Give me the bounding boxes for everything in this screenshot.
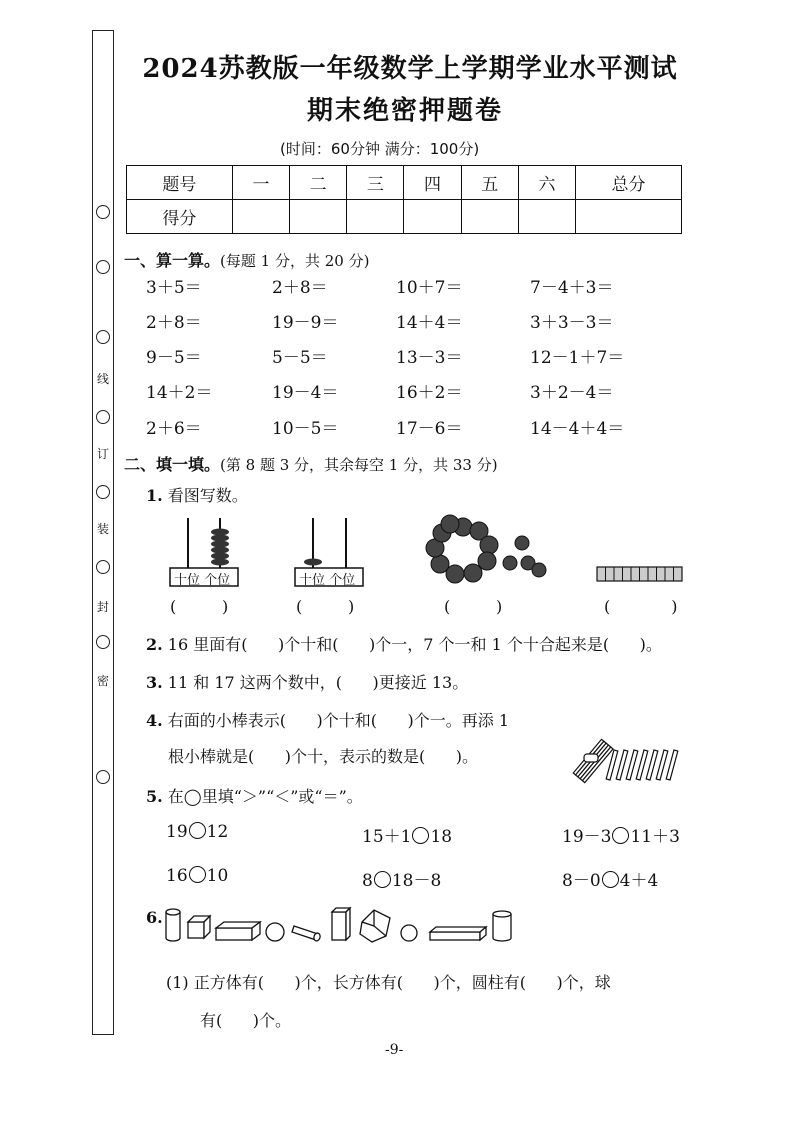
binding-hole bbox=[96, 560, 110, 574]
binding-hole bbox=[96, 260, 110, 274]
exam-info: (时间：60分钟 满分：100分) bbox=[280, 140, 480, 158]
binding-hole bbox=[96, 635, 110, 649]
section2-heading bbox=[124, 452, 498, 475]
compare-right: 11＋3 bbox=[630, 827, 680, 847]
answer-blank[interactable]: ( ) bbox=[170, 597, 229, 616]
score-cell[interactable] bbox=[461, 200, 518, 234]
sphere-shape bbox=[266, 923, 284, 941]
question-4-line2: 根小棒就是( )个十，表示的数是( )。 bbox=[168, 747, 479, 766]
question-text: 右面的小棒表示( )个十和( )个一。再添 1 bbox=[167, 711, 510, 730]
compare-left: 19－3 bbox=[562, 827, 612, 847]
answer-blank[interactable]: ( ) bbox=[604, 597, 678, 616]
question-6-sub1: (1) 正方体有( )个，长方体有( )个，圆柱有( )个，球 bbox=[166, 973, 611, 992]
question-5 bbox=[146, 784, 363, 807]
question-number: 6. bbox=[146, 908, 163, 927]
compare-item bbox=[362, 822, 452, 847]
loose-balls bbox=[503, 536, 546, 577]
calc-item: 14＋2＝ bbox=[146, 383, 213, 403]
question-1 bbox=[146, 483, 248, 506]
score-header-cell: 题号 bbox=[127, 166, 233, 200]
question-3 bbox=[146, 670, 468, 693]
question-number: 2. bbox=[146, 635, 163, 654]
binding-hole bbox=[96, 770, 110, 784]
section1-title: 一、算一算。 bbox=[124, 251, 221, 270]
compare-item bbox=[166, 822, 228, 842]
cylinder-shape bbox=[493, 911, 511, 941]
question-text: 16 里面有( )个十和( )个一，7 个一和 1 个十合起来是( )。 bbox=[167, 635, 662, 654]
binding-label: 密 bbox=[96, 674, 109, 688]
compare-right: 10 bbox=[206, 866, 229, 886]
calc-item: 5－5＝ bbox=[272, 348, 328, 368]
cuboid-shape bbox=[216, 922, 260, 940]
calc-item: 12－1＋7＝ bbox=[530, 348, 625, 368]
compare-circle[interactable] bbox=[612, 827, 629, 844]
question-6-sub1-line2: 有( )个。 bbox=[200, 1011, 292, 1030]
calc-item: 3＋2－4＝ bbox=[530, 383, 614, 403]
question-number: 1. bbox=[146, 486, 163, 505]
compare-left: 8－0 bbox=[562, 871, 601, 891]
compare-right: 18 bbox=[430, 827, 453, 847]
calc-item: 19－9＝ bbox=[272, 313, 339, 333]
abacus-label: 十位 个位 bbox=[299, 573, 356, 588]
answer-blank[interactable]: ( ) bbox=[296, 597, 355, 616]
calc-item: 14－4＋4＝ bbox=[530, 419, 625, 439]
calc-item: 2＋8＝ bbox=[146, 313, 202, 333]
score-header-cell: 总分 bbox=[576, 166, 682, 200]
compare-right: 12 bbox=[206, 822, 229, 842]
score-header-cell: 四 bbox=[404, 166, 461, 200]
score-table bbox=[126, 165, 682, 234]
compare-item bbox=[166, 866, 228, 886]
calc-item: 2＋6＝ bbox=[146, 419, 202, 439]
calc-item: 2＋8＝ bbox=[272, 278, 328, 298]
compare-circle[interactable] bbox=[189, 866, 206, 883]
calc-item: 16＋2＝ bbox=[396, 383, 463, 403]
question-text: 看图写数。 bbox=[167, 486, 248, 505]
page-title: 2024苏教版一年级数学上学期学业水平测试 bbox=[142, 54, 678, 84]
score-header-cell: 五 bbox=[461, 166, 518, 200]
score-row bbox=[127, 200, 682, 234]
loose-sticks bbox=[606, 750, 678, 780]
calc-item: 19－4＝ bbox=[272, 383, 339, 403]
calc-item: 10＋7＝ bbox=[396, 278, 463, 298]
cuboid-shape bbox=[430, 927, 486, 940]
compare-circle[interactable] bbox=[412, 827, 429, 844]
calc-item: 14＋4＝ bbox=[396, 313, 463, 333]
compare-circle[interactable] bbox=[189, 822, 206, 839]
score-header-row bbox=[127, 166, 682, 200]
score-header-cell: 二 bbox=[290, 166, 347, 200]
compare-item bbox=[562, 866, 658, 891]
sticks-picture bbox=[570, 736, 690, 784]
calc-item: 13－3＝ bbox=[396, 348, 463, 368]
binding-hole bbox=[96, 205, 110, 219]
section1-note: (每题 1 分，共 20 分) bbox=[220, 252, 370, 270]
score-cell[interactable] bbox=[232, 200, 289, 234]
ball-ring bbox=[426, 515, 498, 583]
score-cell[interactable] bbox=[290, 200, 347, 234]
score-header-cell: 六 bbox=[518, 166, 575, 200]
compare-item bbox=[562, 822, 680, 847]
binding-label: 装 bbox=[96, 522, 109, 536]
section2-note: (第 8 题 3 分，其余每空 1 分，共 33 分) bbox=[220, 456, 498, 474]
compare-left: 16 bbox=[166, 866, 188, 886]
question-number: 3. bbox=[146, 673, 163, 692]
calc-item: 10－5＝ bbox=[272, 419, 339, 439]
compare-circle[interactable] bbox=[374, 871, 391, 888]
cube-shape bbox=[360, 910, 390, 942]
score-row-label: 得分 bbox=[127, 200, 233, 234]
solid-shapes bbox=[160, 900, 520, 952]
compare-right: 4＋4 bbox=[619, 871, 659, 891]
binding-label: 封 bbox=[96, 600, 109, 614]
compare-right: 18－8 bbox=[391, 871, 442, 891]
cylinder-shape bbox=[166, 909, 180, 941]
score-cell[interactable] bbox=[404, 200, 461, 234]
calc-item: 7－4＋3＝ bbox=[530, 278, 614, 298]
score-cell[interactable] bbox=[576, 200, 682, 234]
calc-item: 17－6＝ bbox=[396, 419, 463, 439]
score-cell[interactable] bbox=[518, 200, 575, 234]
page-subtitle: 期末绝密押题卷 bbox=[306, 96, 503, 126]
cube-shape bbox=[188, 916, 210, 938]
binding-label: 线 bbox=[96, 372, 109, 386]
binding-hole bbox=[96, 330, 110, 344]
abacus-label: 十位 个位 bbox=[174, 573, 231, 588]
question-2 bbox=[146, 632, 662, 655]
question-4 bbox=[146, 708, 509, 731]
answer-blank[interactable]: ( ) bbox=[444, 597, 503, 616]
compare-circle[interactable] bbox=[602, 871, 619, 888]
section2-title: 二、填一填。 bbox=[124, 455, 221, 474]
binding-label: 订 bbox=[96, 447, 109, 461]
compare-item bbox=[362, 866, 441, 891]
question-text: 在◯里填“＞”“＜”或“＝”。 bbox=[167, 787, 363, 806]
calc-item: 9－5＝ bbox=[146, 348, 202, 368]
binding-hole bbox=[96, 410, 110, 424]
compare-left: 8 bbox=[362, 871, 373, 891]
binding-hole bbox=[96, 485, 110, 499]
score-header-cell: 三 bbox=[347, 166, 404, 200]
question-text: 11 和 17 这两个数中，( )更接近 13。 bbox=[167, 673, 469, 692]
calc-item: 3＋3－3＝ bbox=[530, 313, 614, 333]
compare-left: 15＋1 bbox=[362, 827, 412, 847]
ten-block-bar bbox=[597, 567, 682, 581]
cuboid-shape bbox=[332, 908, 350, 940]
calc-item: 3＋5＝ bbox=[146, 278, 202, 298]
question-number: 4. bbox=[146, 711, 163, 730]
page-number: -9- bbox=[385, 1042, 404, 1058]
question-number: 5. bbox=[146, 787, 163, 806]
section1-heading bbox=[124, 248, 369, 271]
cylinder-shape bbox=[292, 926, 321, 942]
sphere-shape bbox=[401, 925, 417, 941]
score-cell[interactable] bbox=[347, 200, 404, 234]
score-header-cell: 一 bbox=[232, 166, 289, 200]
compare-left: 19 bbox=[166, 822, 188, 842]
